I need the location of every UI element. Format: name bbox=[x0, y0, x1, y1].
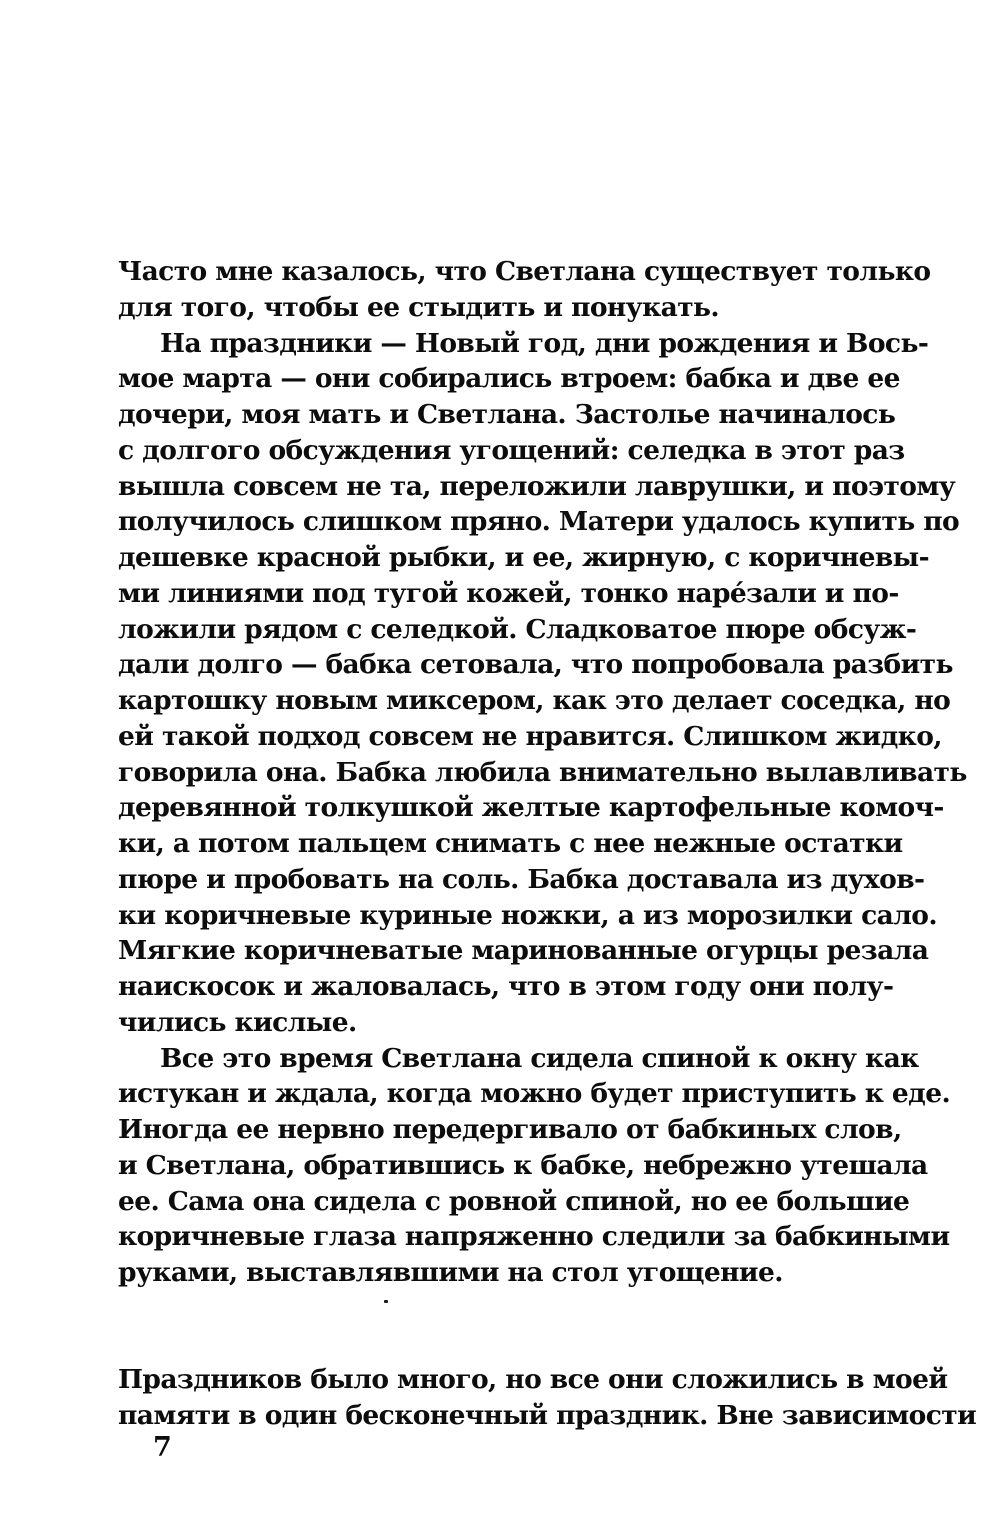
text-line: дешевке красной рыбки, и ее, жирную, с коричневы- bbox=[118, 542, 930, 573]
text-line: ей такой подход совсем не нравится. Слишком жидко, bbox=[118, 720, 942, 752]
text-line: истукан и ждала, когда можно будет приступить к еде. bbox=[118, 1078, 951, 1110]
text-line: дочери, моя мать и Светлана. Застолье начиналось bbox=[118, 399, 896, 430]
text-line: чились кислые. bbox=[118, 1006, 357, 1038]
text-line: получилось слишком пряно. Матери удалось купить по bbox=[118, 506, 960, 538]
text-line: На праздники — Новый год, дни рождения и Вось- bbox=[160, 327, 929, 359]
text-line: Часто мне казалось, что Светлана существует только bbox=[118, 256, 931, 287]
page-number: 7 bbox=[153, 1432, 172, 1463]
text-line: ми линиями под тугой кожей, тонко нарéзали и по- bbox=[118, 577, 899, 609]
page-text bbox=[118, 254, 977, 1433]
text-line: Все это время Светлана сидела спиной к окну как bbox=[160, 1042, 919, 1074]
text-line: Мягкие коричневатые маринованные огурцы резала bbox=[118, 935, 929, 967]
text-line: коричневые глаза напряженно следили за бабкиными bbox=[118, 1221, 950, 1253]
text-line: руками, выставлявшими на стол угощение. bbox=[118, 1257, 783, 1288]
text-line: наискосок и жаловалась, что в этом году они полу- bbox=[118, 971, 894, 1002]
text-line: пюре и пробовать на соль. Бабка доставала из духов- bbox=[118, 863, 925, 895]
text-line: и Светлана, обратившись к бабке, небрежно утешала bbox=[118, 1149, 928, 1181]
text-line: Иногда ее нервно передергивало от бабкиных слов, bbox=[118, 1114, 902, 1145]
text-line: мое марта — они собирались втроем: бабка и две ее bbox=[118, 363, 900, 395]
text-line: ложили рядом с селедкой. Сладковатое пюре обсуж- bbox=[118, 613, 917, 645]
text-line: памяти в один бесконечный праздник. Вне зависимости bbox=[118, 1399, 977, 1431]
text-line: ее. Сама она сидела с ровной спиной, но ее большие bbox=[118, 1185, 910, 1217]
text-line: ки коричневые куриные ножки, а из морозилки сало. bbox=[118, 899, 937, 931]
text-line: для того, чтобы ее стыдить и понукать. bbox=[118, 291, 720, 323]
text-line: вышла совсем не та, переложили лаврушки, и поэтому bbox=[118, 470, 956, 502]
text-section-1 bbox=[118, 254, 967, 1291]
section-break bbox=[118, 1291, 863, 1362]
text-section-2 bbox=[118, 1362, 977, 1434]
text-line: дали долго — бабка сетовала, что попробовала разбить bbox=[118, 649, 953, 681]
text-line: ки, а потом пальцем снимать с нее нежные остатки bbox=[118, 828, 903, 859]
text-line: с долгого обсуждения угощений: селедка в этот раз bbox=[118, 434, 905, 466]
text-line: картошку новым миксером, как это делает соседка, но bbox=[118, 685, 951, 716]
text-line: деревянной толкушкой желтые картофельные комоч- bbox=[118, 792, 944, 824]
text-line: говорила она. Бабка любила внимательно вылавливать bbox=[118, 756, 967, 788]
text-line: Праздников было много, но все они сложились в моей bbox=[118, 1363, 948, 1395]
section-separator-mark bbox=[384, 1300, 388, 1303]
